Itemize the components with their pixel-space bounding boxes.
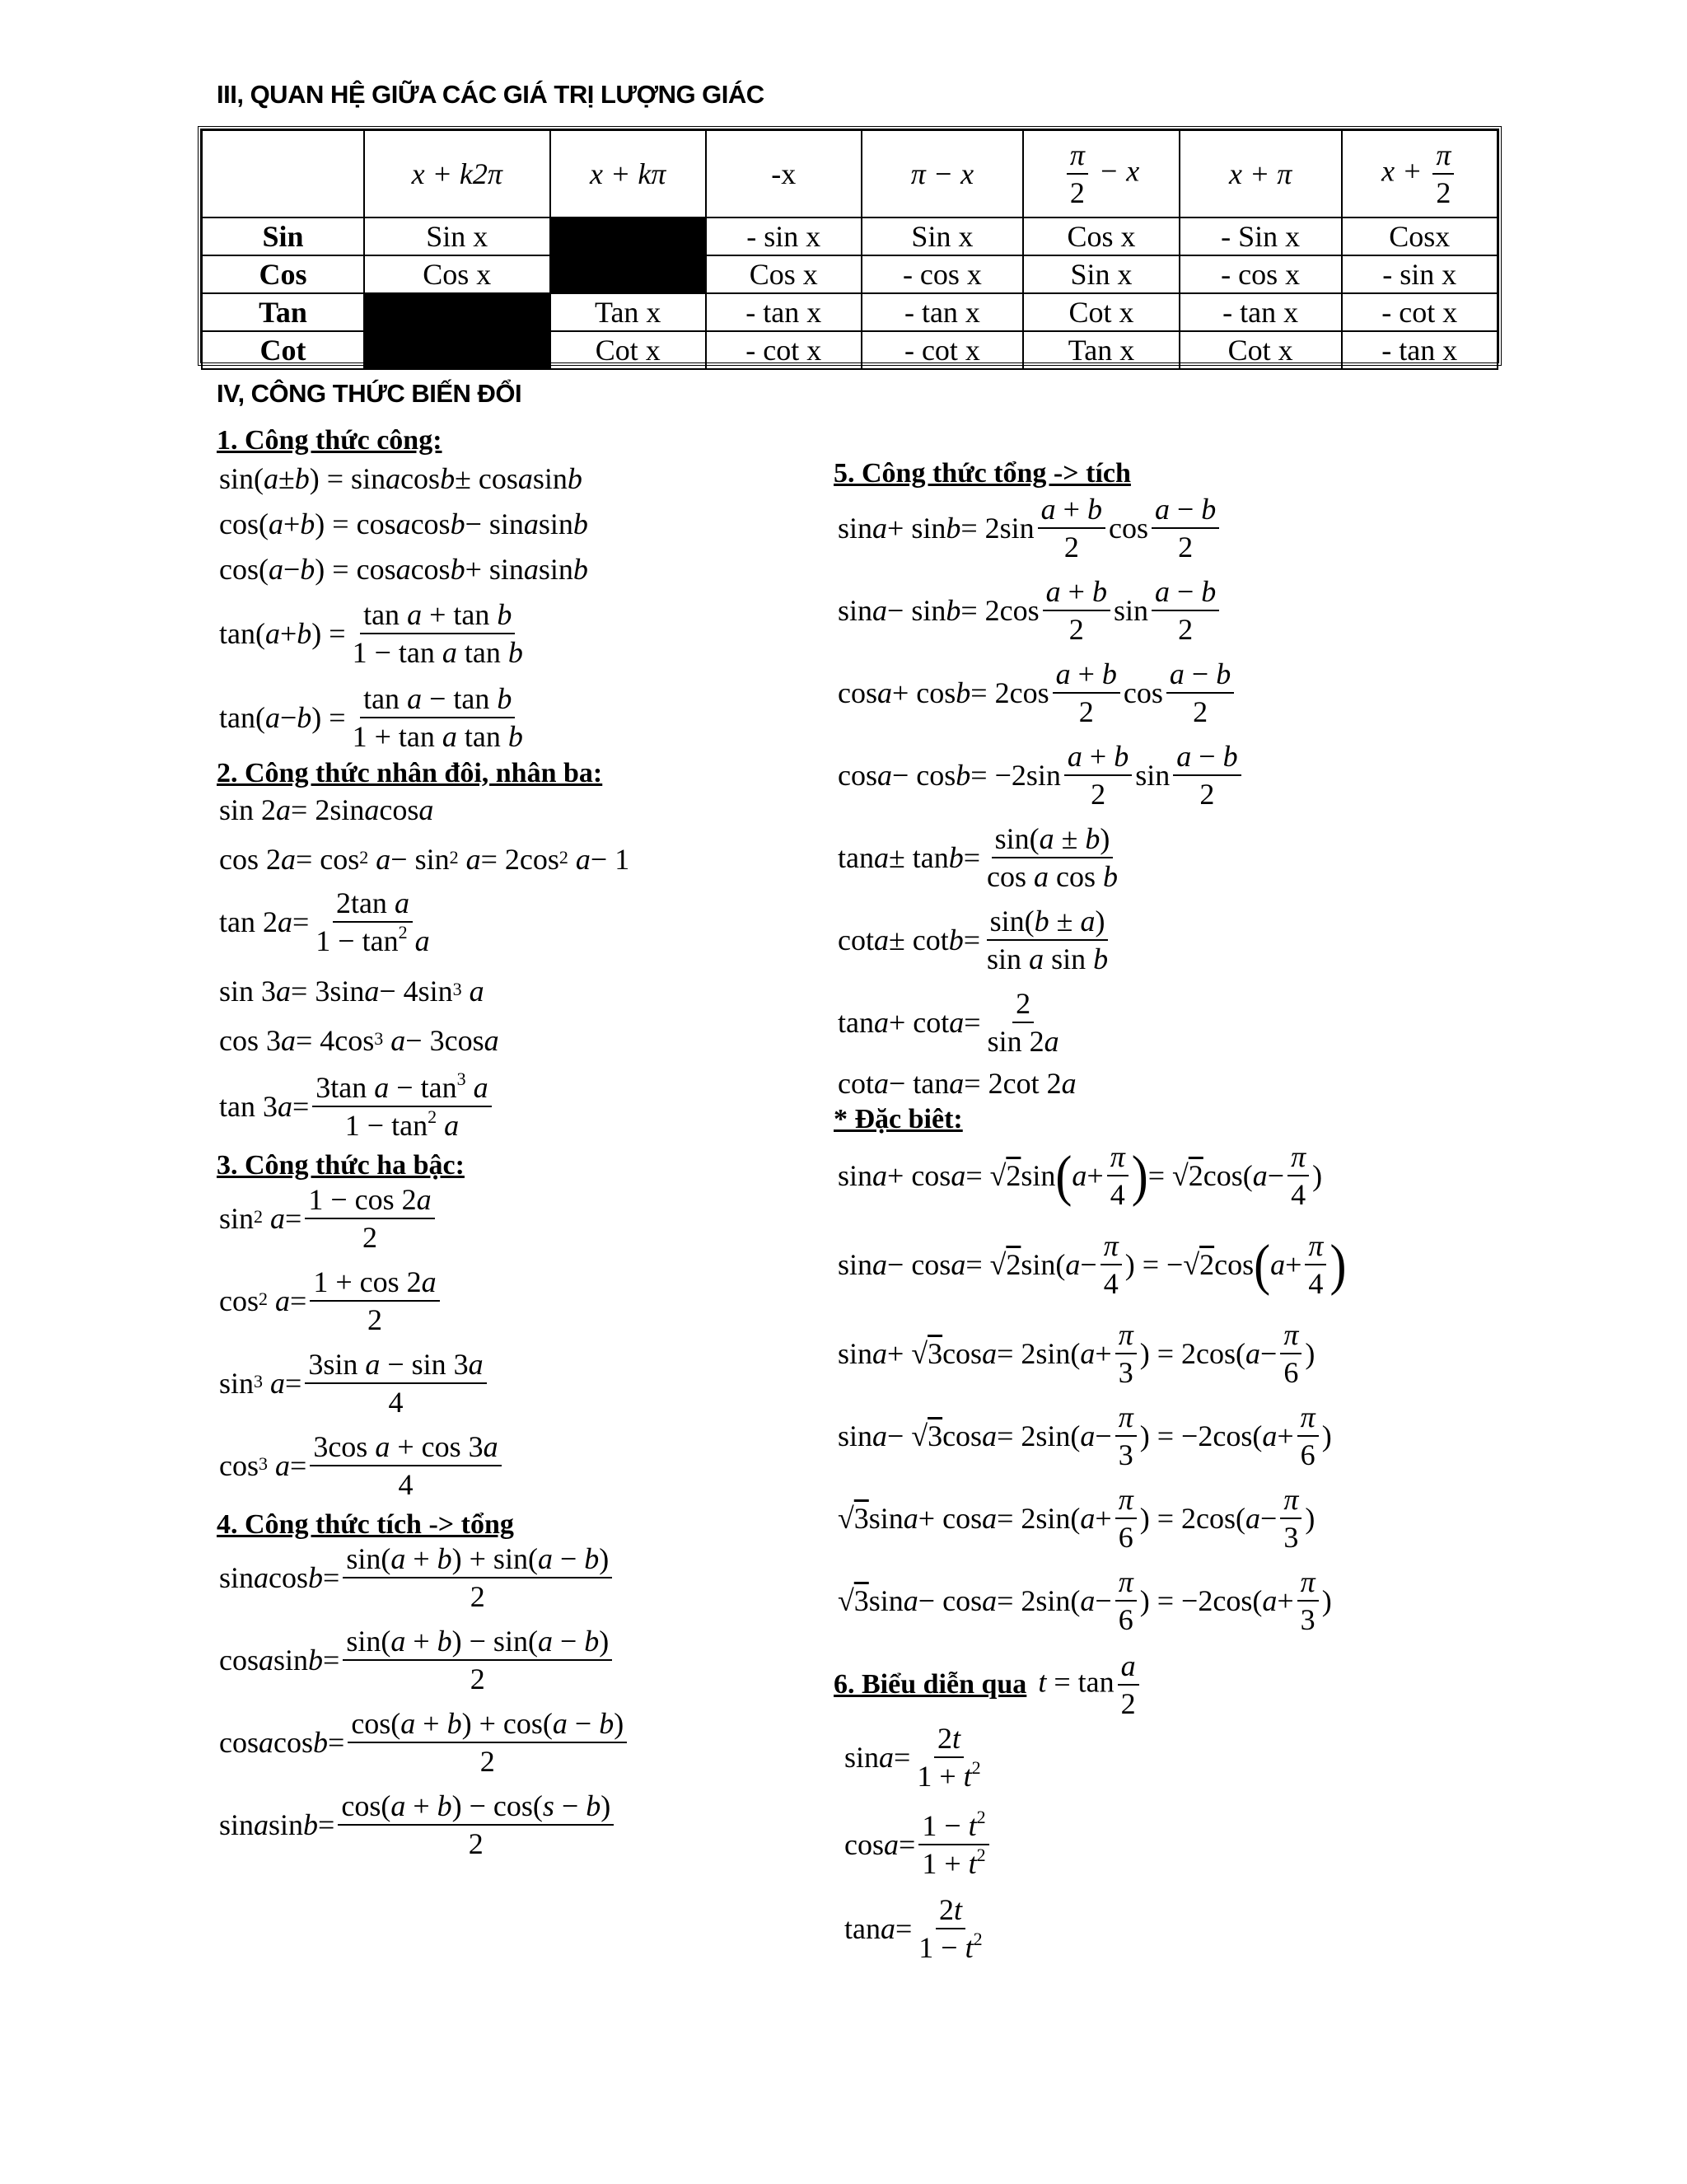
formula-db-4: sin a − √ 3 cos a = 2sin( a − π 3 ) = −2cos( a + π 6 ) <box>838 1401 1332 1472</box>
subsection-3-title: 3. Công thức ha bậc: <box>217 1150 465 1181</box>
table-header-cell: $\frac{\pi}{2}$ − x <box>1023 130 1179 217</box>
formula-pw-1: sin 2 a = 1 − cos 2a 2 <box>219 1183 438 1255</box>
table-header-cell: x + $\frac{\pi}{2}$ <box>1342 130 1498 217</box>
table-cell: - cos x <box>1180 255 1342 293</box>
formula-add-4: tan( a + b ) = tan a + tan b 1 − tan a tan b <box>219 598 523 670</box>
table-row <box>202 255 1498 293</box>
formula-db-3: sin a + √ 3 cos a = 2sin( a + π 3 ) = 2cos( a − π 6 ) <box>838 1318 1315 1390</box>
formula-t-1: sin a = 2t $1 + t^2$ <box>844 1722 981 1793</box>
section-4-title: IV, CÔNG THỨC BIẾN ĐỔI <box>217 379 522 408</box>
table-cell: - cot x <box>1342 293 1498 331</box>
table-cell: Cos x <box>1023 217 1179 255</box>
row-label: Cot <box>202 331 364 369</box>
formula-sp-4: cos a − cos b = −2sin a + b 2 sin a − b 2 <box>838 740 1245 811</box>
formula-ps-2: cos a sin b = sin(a + b) − sin(a − b) 2 <box>219 1625 615 1696</box>
table-cell: - sin x <box>1342 255 1498 293</box>
table-header-cell: x + kπ <box>550 130 706 217</box>
formula-add-1: sin( a ± b ) = sin a cos b ± cos a sin b <box>219 462 582 495</box>
formula-sp-2: sin a − sin b = 2cos a + b 2 sin a − b 2 <box>838 575 1222 647</box>
formula-dbl-6: tan 3 a = 3tan $a - \tan^3 a$ $1 - \tan^2 a$ <box>219 1071 495 1143</box>
table-cell: - cot x <box>706 331 862 369</box>
subsection-6-heading <box>834 1649 1143 1721</box>
table-cell-blank <box>364 331 550 369</box>
formula-sp-8: cot a − tan a = 2cot 2 a <box>838 1067 1077 1100</box>
trig-relations-table <box>198 126 1502 366</box>
table-cell: Sin x <box>364 217 550 255</box>
table-row <box>202 217 1498 255</box>
row-label: Sin <box>202 217 364 255</box>
formula-dbl-2: cos 2 a = cos 2 a − sin 2 a = 2cos 2 a − 1 <box>219 843 630 876</box>
table-cell: Tan x <box>1023 331 1179 369</box>
formula-sp-5: tan a ± tan b = sin(a ± b) cos a cos b <box>838 822 1119 894</box>
formula-t-def: t = tan $\frac{a}{2}$ <box>1038 1649 1142 1721</box>
row-label: Tan <box>202 293 364 331</box>
formula-sp-6: cot a ± cot b = sin(b ± a) sin a sin b <box>838 905 1109 976</box>
formula-dbl-1: sin 2 a = 2sin a cos a <box>219 793 434 826</box>
table-cell: - sin x <box>706 217 862 255</box>
table-header-cell: x + k2π <box>364 130 550 217</box>
formula-sp-1: sin a + sin b = 2sin a + b 2 cos a − b 2 <box>838 493 1222 564</box>
table-cell: - cos x <box>862 255 1024 293</box>
table-cell-blank <box>364 293 550 331</box>
formula-add-5: tan( a − b ) = tan a − tan b 1 + tan a tan b <box>219 682 523 754</box>
formula-db-2: sin a − cos a = √ 2 sin( a − π 4 ) = −√ 2 cos ( a + π 4 ) <box>838 1229 1347 1301</box>
formula-add-2: cos( a + b ) = cos a cos b − sin a sin b <box>219 507 588 540</box>
table-cell: Sin x <box>862 217 1024 255</box>
table-cell: - Sin x <box>1180 217 1342 255</box>
table-cell: - tan x <box>1342 331 1498 369</box>
subsection-1-title: 1. Công thức công: <box>217 425 442 456</box>
table-cell: Cot x <box>1023 293 1179 331</box>
formula-add-3: cos( a − b ) = cos a cos b + sin a sin b <box>219 553 588 586</box>
formula-dbl-3: tan 2 a = 2tan a $1 - \tan^2 a$ <box>219 886 430 958</box>
table-header-empty <box>202 130 364 217</box>
table-cell: - tan x <box>862 293 1024 331</box>
formula-sp-3: cos a + cos b = 2cos a + b 2 cos a − b 2 <box>838 657 1237 729</box>
table-header-cell: π − x <box>862 130 1024 217</box>
table-row <box>202 331 1498 369</box>
table-cell-blank <box>550 255 706 293</box>
formula-t-2: cos a = $1 - t^2$ $1 + t^2$ <box>844 1809 993 1881</box>
table-cell-blank <box>550 217 706 255</box>
row-label: Cos <box>202 255 364 293</box>
section-3-title: III, QUAN HỆ GIỮA CÁC GIÁ TRỊ LƯỢNG GIÁC <box>217 80 764 109</box>
table-cell: Cot x <box>550 331 706 369</box>
formula-ps-3: cos a cos b = cos(a + b) + cos(a − b) 2 <box>219 1707 630 1779</box>
table-cell: Sin x <box>1023 255 1179 293</box>
table-cell: - cot x <box>862 331 1024 369</box>
table-cell: Cos x <box>706 255 862 293</box>
subsection-2-title: 2. Công thức nhân đôi, nhân ba: <box>217 758 603 788</box>
formula-dbl-5: cos 3 a = 4cos 3 a − 3cos a <box>219 1024 499 1057</box>
table-header-cell: -x <box>706 130 862 217</box>
subsection-5-title: 5. Công thức tổng -> tích <box>834 458 1131 489</box>
table-header-cell: x + π <box>1180 130 1342 217</box>
table-row <box>202 293 1498 331</box>
table-cell: Cosx <box>1342 217 1498 255</box>
formula-pw-4: cos 3 a = 3cos a + cos 3a 4 <box>219 1430 505 1502</box>
subsection-4-title: 4. Công thức tích -> tổng <box>217 1509 514 1540</box>
formula-ps-4: sin a sin b = cos(a + b) − cos(s − b) 2 <box>219 1789 617 1861</box>
formula-pw-2: cos 2 a = 1 + cos 2a 2 <box>219 1265 443 1337</box>
formula-t-3: tan a = 2t $1 - t^2$ <box>844 1893 983 1965</box>
table-cell: - tan x <box>1180 293 1342 331</box>
table-cell: Cos x <box>364 255 550 293</box>
table-cell: - tan x <box>706 293 862 331</box>
table-cell: Tan x <box>550 293 706 331</box>
formula-sp-7: tan a + cot a = 2 sin 2a <box>838 987 1059 1059</box>
formula-db-1: sin a + cos a = √ 2 sin ( a + π 4 ) = √ 2 cos( a − π 4 ) <box>838 1140 1323 1212</box>
subsection-6-title: 6. Biểu diễn qua <box>834 1669 1027 1700</box>
table-cell: Cot x <box>1180 331 1342 369</box>
formula-ps-1: sin a cos b = sin(a + b) + sin(a − b) 2 <box>219 1542 615 1614</box>
special-title: * Đặc biêt: <box>834 1104 963 1134</box>
formula-dbl-4: sin 3 a = 3sin a − 4sin 3 a <box>219 975 484 1008</box>
formula-db-6: √ 3 sin a − cos a = 2sin( a − π 6 ) = −2cos( a + π 3 ) <box>838 1565 1332 1637</box>
formula-db-5: √ 3 sin a + cos a = 2sin( a + π 6 ) = 2cos( a − π 3 ) <box>838 1483 1315 1555</box>
formula-pw-3: sin 3 a = 3sin a − sin 3a 4 <box>219 1348 490 1419</box>
